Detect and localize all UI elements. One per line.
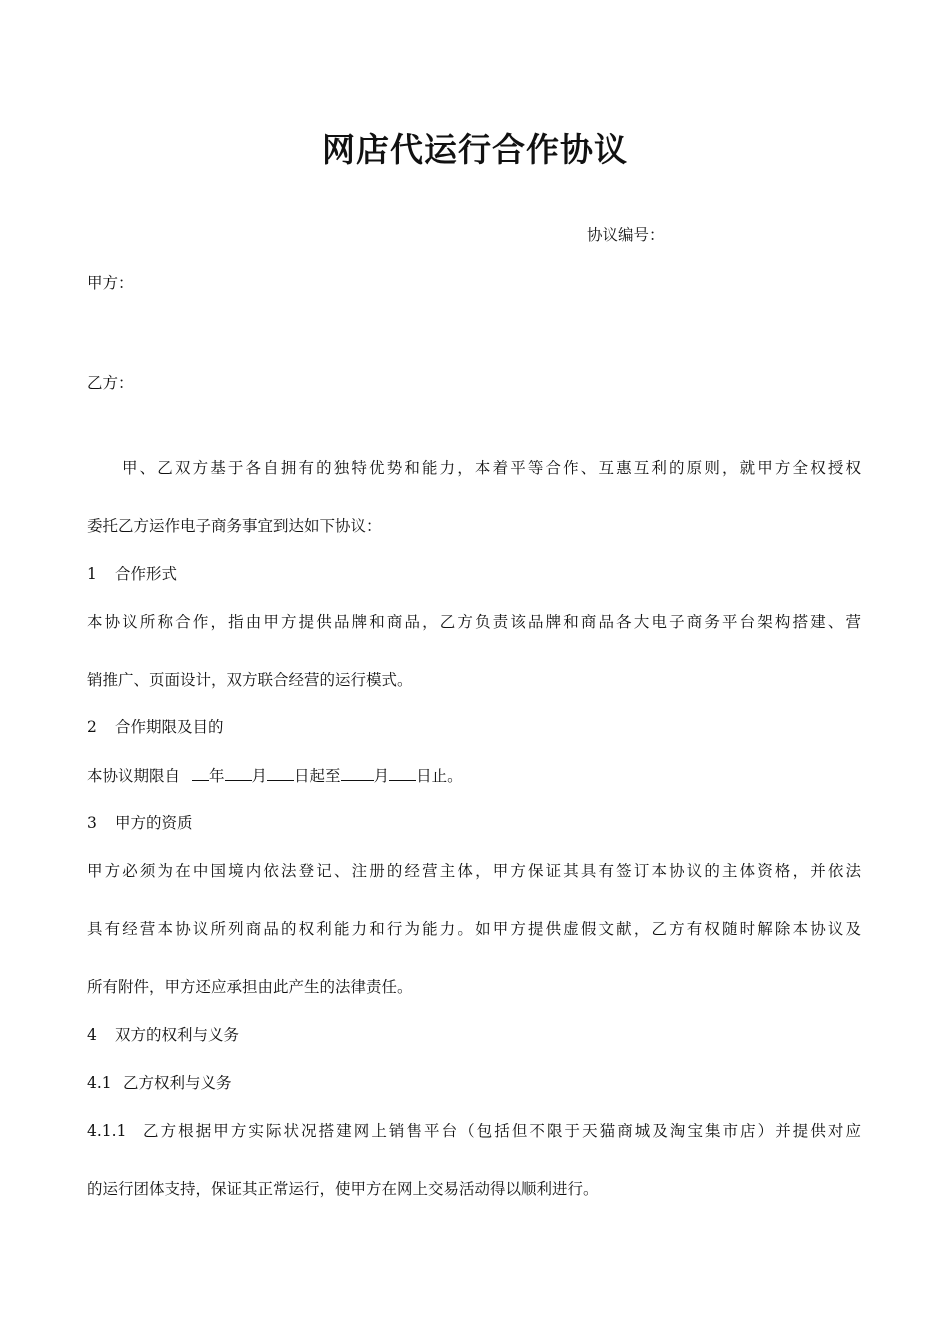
party-b-label: 乙方：: [87, 374, 134, 392]
section-title: 甲方的资质: [115, 814, 193, 832]
term-month-label: 月: [373, 767, 390, 785]
section-number: 1: [87, 565, 97, 583]
subsection-number: 4.1: [87, 1074, 112, 1092]
term-line: [87, 765, 463, 786]
term-end-label: 日止。: [416, 767, 463, 785]
month-blank: [341, 765, 374, 781]
section-heading: [87, 717, 224, 737]
term-year-label: 年: [209, 767, 225, 785]
paragraph-line: 所有附件，甲方还应承担由此产生的法律责任。: [87, 978, 413, 996]
clause-line: [87, 1121, 861, 1141]
day-blank: [389, 765, 416, 781]
section-number: 2: [87, 718, 97, 736]
intro-paragraph-line: 委托乙方运作电子商务事宜到达如下协议：: [87, 517, 382, 535]
section-number: 3: [87, 814, 97, 832]
document-title: 网店代运行合作协议: [322, 130, 628, 169]
paragraph-line: 甲方必须为在中国境内依法登记、注册的经营主体，甲方保证其具有签订本协议的主体资格，并依法: [87, 862, 861, 880]
term-start-label: 日起至: [294, 767, 341, 785]
section-heading: [87, 813, 193, 833]
party-a-label: 甲方：: [87, 274, 134, 292]
clause-text: 乙方根据甲方实际状况搭建网上销售平台（包括但不限于天猫商城及淘宝集市店）并提供对应: [141, 1122, 861, 1140]
term-prefix: 本协议期限自: [87, 767, 181, 785]
paragraph-line: 具有经营本协议所列商品的权利能力和行为能力。如甲方提供虚假文献，乙方有权随时解除本协议及: [87, 920, 861, 938]
section-title: 合作形式: [115, 565, 178, 583]
term-month-label: 月: [251, 767, 268, 785]
intro-paragraph-line: 甲、乙双方基于各自拥有的独特优势和能力，本着平等合作、互惠互利的原则，就甲方全权授权: [122, 459, 861, 477]
subsection-title: 乙方权利与义务: [123, 1074, 232, 1092]
section-heading: [87, 564, 177, 584]
year-blank: [192, 765, 209, 781]
day-blank: [267, 765, 294, 781]
agreement-number-label: 协议编号：: [587, 226, 665, 244]
month-blank: [225, 765, 252, 781]
section-heading: [87, 1025, 239, 1045]
section-title: 合作期限及目的: [115, 718, 224, 736]
subsection-heading: [87, 1073, 232, 1093]
section-title: 双方的权利与义务: [115, 1026, 240, 1044]
clause-number: 4.1.1: [87, 1122, 127, 1140]
section-number: 4: [87, 1026, 97, 1044]
paragraph-line: 本协议所称合作，指由甲方提供品牌和商品，乙方负责该品牌和商品各大电子商务平台架构搭建、营: [87, 613, 861, 631]
clause-line: 的运行团体支持，保证其正常运行，使甲方在网上交易活动得以顺利进行。: [87, 1180, 599, 1198]
paragraph-line: 销推广、页面设计，双方联合经营的运行模式。: [87, 671, 413, 689]
